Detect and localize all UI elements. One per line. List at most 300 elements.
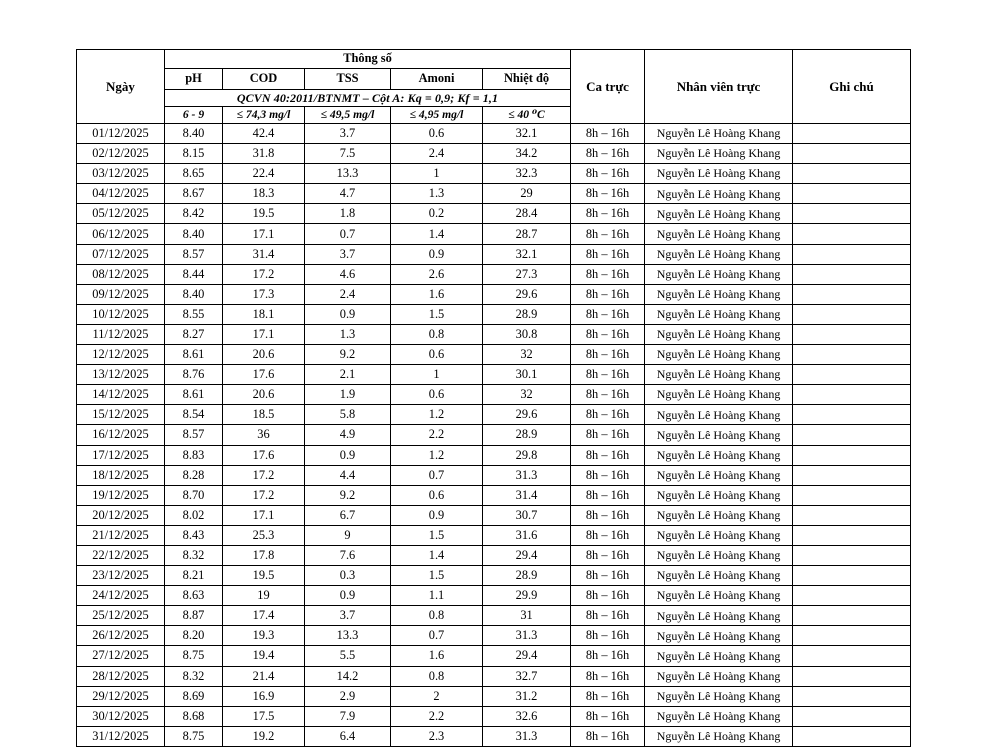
cell-staff: Nguyễn Lê Hoàng Khang bbox=[645, 545, 793, 565]
table-row bbox=[77, 124, 911, 144]
cell-temperature: 30.8 bbox=[483, 324, 571, 344]
cell-ph: 8.28 bbox=[165, 465, 223, 485]
cell-cod: 18.3 bbox=[223, 184, 305, 204]
cell-temperature: 34.2 bbox=[483, 144, 571, 164]
cell-shift: 8h – 16h bbox=[571, 224, 645, 244]
cell-staff: Nguyễn Lê Hoàng Khang bbox=[645, 124, 793, 144]
cell-note bbox=[793, 124, 911, 144]
column-header-shift: Ca trực bbox=[571, 50, 645, 124]
cell-date: 19/12/2025 bbox=[77, 485, 165, 505]
cell-ph: 8.32 bbox=[165, 545, 223, 565]
cell-staff: Nguyễn Lê Hoàng Khang bbox=[645, 646, 793, 666]
cell-shift: 8h – 16h bbox=[571, 646, 645, 666]
cell-ph: 8.27 bbox=[165, 324, 223, 344]
cell-tss: 13.3 bbox=[305, 626, 391, 646]
table-row bbox=[77, 626, 911, 646]
cell-cod: 20.6 bbox=[223, 345, 305, 365]
column-header-cod: COD bbox=[223, 69, 305, 90]
column-header-tss: TSS bbox=[305, 69, 391, 90]
cell-staff: Nguyễn Lê Hoàng Khang bbox=[645, 686, 793, 706]
cell-temperature: 30.7 bbox=[483, 505, 571, 525]
cell-date: 01/12/2025 bbox=[77, 124, 165, 144]
cell-cod: 16.9 bbox=[223, 686, 305, 706]
cell-staff: Nguyễn Lê Hoàng Khang bbox=[645, 445, 793, 465]
cell-date: 08/12/2025 bbox=[77, 264, 165, 284]
cell-temperature: 32 bbox=[483, 385, 571, 405]
cell-note bbox=[793, 264, 911, 284]
cell-shift: 8h – 16h bbox=[571, 726, 645, 746]
cell-amoni: 2 bbox=[391, 686, 483, 706]
column-header-amoni: Amoni bbox=[391, 69, 483, 90]
cell-amoni: 1.6 bbox=[391, 284, 483, 304]
cell-note bbox=[793, 646, 911, 666]
cell-shift: 8h – 16h bbox=[571, 184, 645, 204]
table-row bbox=[77, 485, 911, 505]
cell-shift: 8h – 16h bbox=[571, 525, 645, 545]
cell-date: 05/12/2025 bbox=[77, 204, 165, 224]
cell-shift: 8h – 16h bbox=[571, 626, 645, 646]
cell-tss: 7.9 bbox=[305, 706, 391, 726]
table-row bbox=[77, 606, 911, 626]
cell-note bbox=[793, 244, 911, 264]
table-row bbox=[77, 706, 911, 726]
cell-staff: Nguyễn Lê Hoàng Khang bbox=[645, 566, 793, 586]
cell-tss: 4.9 bbox=[305, 425, 391, 445]
cell-amoni: 1.5 bbox=[391, 566, 483, 586]
limit-cod: ≤ 74,3 mg/l bbox=[223, 107, 305, 124]
cell-cod: 17.2 bbox=[223, 485, 305, 505]
cell-date: 04/12/2025 bbox=[77, 184, 165, 204]
cell-date: 21/12/2025 bbox=[77, 525, 165, 545]
cell-amoni: 1.4 bbox=[391, 545, 483, 565]
cell-note bbox=[793, 545, 911, 565]
cell-date: 13/12/2025 bbox=[77, 365, 165, 385]
cell-date: 16/12/2025 bbox=[77, 425, 165, 445]
table-row bbox=[77, 345, 911, 365]
column-header-staff: Nhân viên trực bbox=[645, 50, 793, 124]
cell-staff: Nguyễn Lê Hoàng Khang bbox=[645, 365, 793, 385]
cell-note bbox=[793, 144, 911, 164]
cell-shift: 8h – 16h bbox=[571, 505, 645, 525]
cell-tss: 7.6 bbox=[305, 545, 391, 565]
table-row bbox=[77, 324, 911, 344]
cell-amoni: 1 bbox=[391, 164, 483, 184]
cell-ph: 8.87 bbox=[165, 606, 223, 626]
table-row bbox=[77, 405, 911, 425]
cell-shift: 8h – 16h bbox=[571, 666, 645, 686]
cell-cod: 17.2 bbox=[223, 465, 305, 485]
cell-tss: 9.2 bbox=[305, 485, 391, 505]
cell-date: 07/12/2025 bbox=[77, 244, 165, 264]
cell-staff: Nguyễn Lê Hoàng Khang bbox=[645, 405, 793, 425]
cell-shift: 8h – 16h bbox=[571, 606, 645, 626]
cell-amoni: 1.5 bbox=[391, 525, 483, 545]
cell-shift: 8h – 16h bbox=[571, 405, 645, 425]
cell-cod: 17.6 bbox=[223, 365, 305, 385]
cell-ph: 8.21 bbox=[165, 566, 223, 586]
cell-cod: 20.6 bbox=[223, 385, 305, 405]
cell-amoni: 1.4 bbox=[391, 224, 483, 244]
cell-note bbox=[793, 485, 911, 505]
cell-shift: 8h – 16h bbox=[571, 164, 645, 184]
table-row bbox=[77, 686, 911, 706]
cell-staff: Nguyễn Lê Hoàng Khang bbox=[645, 505, 793, 525]
table-row bbox=[77, 264, 911, 284]
cell-amoni: 1.2 bbox=[391, 405, 483, 425]
cell-amoni: 1 bbox=[391, 365, 483, 385]
cell-temperature: 32.7 bbox=[483, 666, 571, 686]
cell-temperature: 28.7 bbox=[483, 224, 571, 244]
cell-shift: 8h – 16h bbox=[571, 545, 645, 565]
cell-date: 09/12/2025 bbox=[77, 284, 165, 304]
cell-ph: 8.40 bbox=[165, 284, 223, 304]
cell-cod: 17.6 bbox=[223, 445, 305, 465]
table-row bbox=[77, 586, 911, 606]
cell-cod: 31.4 bbox=[223, 244, 305, 264]
limit-amoni: ≤ 4,95 mg/l bbox=[391, 107, 483, 124]
cell-temperature: 27.3 bbox=[483, 264, 571, 284]
cell-cod: 19.5 bbox=[223, 566, 305, 586]
cell-date: 02/12/2025 bbox=[77, 144, 165, 164]
cell-cod: 42.4 bbox=[223, 124, 305, 144]
cell-cod: 19.3 bbox=[223, 626, 305, 646]
cell-shift: 8h – 16h bbox=[571, 244, 645, 264]
cell-ph: 8.69 bbox=[165, 686, 223, 706]
cell-tss: 4.7 bbox=[305, 184, 391, 204]
cell-ph: 8.40 bbox=[165, 124, 223, 144]
cell-staff: Nguyễn Lê Hoàng Khang bbox=[645, 465, 793, 485]
cell-shift: 8h – 16h bbox=[571, 425, 645, 445]
cell-amoni: 1.3 bbox=[391, 184, 483, 204]
cell-cod: 17.1 bbox=[223, 505, 305, 525]
table-row bbox=[77, 164, 911, 184]
cell-note bbox=[793, 324, 911, 344]
table-row bbox=[77, 445, 911, 465]
cell-ph: 8.55 bbox=[165, 304, 223, 324]
cell-ph: 8.61 bbox=[165, 385, 223, 405]
cell-tss: 0.7 bbox=[305, 224, 391, 244]
cell-note bbox=[793, 184, 911, 204]
table-row bbox=[77, 525, 911, 545]
cell-note bbox=[793, 164, 911, 184]
cell-note bbox=[793, 686, 911, 706]
cell-cod: 19.4 bbox=[223, 646, 305, 666]
cell-temperature: 29.9 bbox=[483, 586, 571, 606]
cell-tss: 13.3 bbox=[305, 164, 391, 184]
cell-date: 23/12/2025 bbox=[77, 566, 165, 586]
cell-staff: Nguyễn Lê Hoàng Khang bbox=[645, 626, 793, 646]
cell-cod: 17.3 bbox=[223, 284, 305, 304]
cell-temperature: 32.3 bbox=[483, 164, 571, 184]
cell-tss: 1.9 bbox=[305, 385, 391, 405]
cell-staff: Nguyễn Lê Hoàng Khang bbox=[645, 224, 793, 244]
cell-note bbox=[793, 606, 911, 626]
cell-shift: 8h – 16h bbox=[571, 365, 645, 385]
cell-date: 11/12/2025 bbox=[77, 324, 165, 344]
column-header-ph: pH bbox=[165, 69, 223, 90]
cell-tss: 3.7 bbox=[305, 606, 391, 626]
cell-temperature: 31.3 bbox=[483, 626, 571, 646]
cell-date: 10/12/2025 bbox=[77, 304, 165, 324]
table-row bbox=[77, 144, 911, 164]
cell-staff: Nguyễn Lê Hoàng Khang bbox=[645, 525, 793, 545]
cell-shift: 8h – 16h bbox=[571, 706, 645, 726]
cell-date: 25/12/2025 bbox=[77, 606, 165, 626]
cell-amoni: 2.2 bbox=[391, 706, 483, 726]
standard-reference-label: QCVN 40:2011/BTNMT – Cột A: Kq = 0,9; Kf = 1,1 bbox=[165, 90, 571, 107]
cell-amoni: 1.1 bbox=[391, 586, 483, 606]
cell-date: 31/12/2025 bbox=[77, 726, 165, 746]
cell-staff: Nguyễn Lê Hoàng Khang bbox=[645, 304, 793, 324]
cell-date: 17/12/2025 bbox=[77, 445, 165, 465]
cell-temperature: 32.1 bbox=[483, 244, 571, 264]
cell-cod: 22.4 bbox=[223, 164, 305, 184]
cell-cod: 21.4 bbox=[223, 666, 305, 686]
cell-tss: 6.4 bbox=[305, 726, 391, 746]
cell-amoni: 0.6 bbox=[391, 124, 483, 144]
cell-amoni: 2.6 bbox=[391, 264, 483, 284]
cell-shift: 8h – 16h bbox=[571, 445, 645, 465]
cell-tss: 5.8 bbox=[305, 405, 391, 425]
cell-ph: 8.75 bbox=[165, 646, 223, 666]
cell-note bbox=[793, 365, 911, 385]
cell-staff: Nguyễn Lê Hoàng Khang bbox=[645, 345, 793, 365]
cell-cod: 17.4 bbox=[223, 606, 305, 626]
cell-ph: 8.65 bbox=[165, 164, 223, 184]
cell-cod: 17.1 bbox=[223, 324, 305, 344]
cell-temperature: 31.4 bbox=[483, 485, 571, 505]
table-row bbox=[77, 304, 911, 324]
cell-shift: 8h – 16h bbox=[571, 586, 645, 606]
cell-note bbox=[793, 385, 911, 405]
cell-shift: 8h – 16h bbox=[571, 465, 645, 485]
cell-amoni: 1.6 bbox=[391, 646, 483, 666]
cell-shift: 8h – 16h bbox=[571, 124, 645, 144]
cell-note bbox=[793, 204, 911, 224]
cell-tss: 4.4 bbox=[305, 465, 391, 485]
cell-temperature: 31.6 bbox=[483, 525, 571, 545]
cell-tss: 1.3 bbox=[305, 324, 391, 344]
cell-staff: Nguyễn Lê Hoàng Khang bbox=[645, 164, 793, 184]
cell-tss: 1.8 bbox=[305, 204, 391, 224]
cell-amoni: 0.9 bbox=[391, 505, 483, 525]
cell-note bbox=[793, 566, 911, 586]
cell-note bbox=[793, 505, 911, 525]
table-row bbox=[77, 646, 911, 666]
cell-cod: 17.1 bbox=[223, 224, 305, 244]
cell-tss: 5.5 bbox=[305, 646, 391, 666]
cell-staff: Nguyễn Lê Hoàng Khang bbox=[645, 264, 793, 284]
cell-note bbox=[793, 666, 911, 686]
cell-note bbox=[793, 626, 911, 646]
cell-ph: 8.42 bbox=[165, 204, 223, 224]
cell-note bbox=[793, 586, 911, 606]
cell-temperature: 28.9 bbox=[483, 566, 571, 586]
cell-amoni: 0.6 bbox=[391, 485, 483, 505]
cell-date: 29/12/2025 bbox=[77, 686, 165, 706]
cell-temperature: 31.3 bbox=[483, 465, 571, 485]
cell-temperature: 29.6 bbox=[483, 405, 571, 425]
cell-date: 14/12/2025 bbox=[77, 385, 165, 405]
cell-cod: 19 bbox=[223, 586, 305, 606]
cell-tss: 4.6 bbox=[305, 264, 391, 284]
table-row bbox=[77, 184, 911, 204]
cell-amoni: 2.2 bbox=[391, 425, 483, 445]
cell-note bbox=[793, 345, 911, 365]
cell-amoni: 2.3 bbox=[391, 726, 483, 746]
cell-date: 22/12/2025 bbox=[77, 545, 165, 565]
cell-temperature: 29.8 bbox=[483, 445, 571, 465]
cell-staff: Nguyễn Lê Hoàng Khang bbox=[645, 204, 793, 224]
cell-tss: 6.7 bbox=[305, 505, 391, 525]
cell-note bbox=[793, 284, 911, 304]
cell-staff: Nguyễn Lê Hoàng Khang bbox=[645, 284, 793, 304]
cell-staff: Nguyễn Lê Hoàng Khang bbox=[645, 244, 793, 264]
cell-ph: 8.57 bbox=[165, 425, 223, 445]
cell-cod: 25.3 bbox=[223, 525, 305, 545]
cell-cod: 19.2 bbox=[223, 726, 305, 746]
limit-ph: 6 - 9 bbox=[165, 107, 223, 124]
cell-staff: Nguyễn Lê Hoàng Khang bbox=[645, 324, 793, 344]
cell-cod: 18.1 bbox=[223, 304, 305, 324]
cell-ph: 8.32 bbox=[165, 666, 223, 686]
cell-ph: 8.40 bbox=[165, 224, 223, 244]
cell-temperature: 28.9 bbox=[483, 304, 571, 324]
table-row bbox=[77, 365, 911, 385]
cell-ph: 8.02 bbox=[165, 505, 223, 525]
cell-temperature: 29.4 bbox=[483, 646, 571, 666]
cell-ph: 8.44 bbox=[165, 264, 223, 284]
cell-shift: 8h – 16h bbox=[571, 264, 645, 284]
cell-temperature: 28.9 bbox=[483, 425, 571, 445]
cell-tss: 9.2 bbox=[305, 345, 391, 365]
cell-temperature: 28.4 bbox=[483, 204, 571, 224]
table-row bbox=[77, 204, 911, 224]
cell-staff: Nguyễn Lê Hoàng Khang bbox=[645, 485, 793, 505]
cell-tss: 0.3 bbox=[305, 566, 391, 586]
cell-staff: Nguyễn Lê Hoàng Khang bbox=[645, 425, 793, 445]
cell-tss: 0.9 bbox=[305, 304, 391, 324]
cell-tss: 2.4 bbox=[305, 284, 391, 304]
cell-ph: 8.70 bbox=[165, 485, 223, 505]
cell-cod: 31.8 bbox=[223, 144, 305, 164]
cell-ph: 8.63 bbox=[165, 586, 223, 606]
table-row bbox=[77, 545, 911, 565]
cell-shift: 8h – 16h bbox=[571, 144, 645, 164]
table-row bbox=[77, 465, 911, 485]
cell-ph: 8.20 bbox=[165, 626, 223, 646]
cell-ph: 8.15 bbox=[165, 144, 223, 164]
cell-temperature: 31.3 bbox=[483, 726, 571, 746]
cell-date: 20/12/2025 bbox=[77, 505, 165, 525]
cell-note bbox=[793, 425, 911, 445]
cell-date: 03/12/2025 bbox=[77, 164, 165, 184]
cell-staff: Nguyễn Lê Hoàng Khang bbox=[645, 586, 793, 606]
cell-shift: 8h – 16h bbox=[571, 304, 645, 324]
cell-temperature: 31 bbox=[483, 606, 571, 626]
cell-staff: Nguyễn Lê Hoàng Khang bbox=[645, 606, 793, 626]
cell-amoni: 0.7 bbox=[391, 465, 483, 485]
header-row-group bbox=[77, 50, 911, 69]
cell-amoni: 1.2 bbox=[391, 445, 483, 465]
cell-tss: 0.9 bbox=[305, 445, 391, 465]
cell-staff: Nguyễn Lê Hoàng Khang bbox=[645, 706, 793, 726]
cell-cod: 36 bbox=[223, 425, 305, 445]
cell-ph: 8.57 bbox=[165, 244, 223, 264]
cell-tss: 3.7 bbox=[305, 244, 391, 264]
cell-amoni: 0.2 bbox=[391, 204, 483, 224]
table-header bbox=[77, 50, 911, 124]
cell-temperature: 29 bbox=[483, 184, 571, 204]
cell-staff: Nguyễn Lê Hoàng Khang bbox=[645, 385, 793, 405]
limit-temperature: ≤ 40 ⁰C bbox=[483, 107, 571, 124]
cell-date: 26/12/2025 bbox=[77, 626, 165, 646]
cell-date: 28/12/2025 bbox=[77, 666, 165, 686]
column-header-parameters-group: Thông số bbox=[165, 50, 571, 69]
cell-tss: 0.9 bbox=[305, 586, 391, 606]
cell-staff: Nguyễn Lê Hoàng Khang bbox=[645, 184, 793, 204]
cell-tss: 9 bbox=[305, 525, 391, 545]
cell-date: 06/12/2025 bbox=[77, 224, 165, 244]
cell-staff: Nguyễn Lê Hoàng Khang bbox=[645, 726, 793, 746]
cell-cod: 17.5 bbox=[223, 706, 305, 726]
cell-amoni: 0.7 bbox=[391, 626, 483, 646]
cell-ph: 8.61 bbox=[165, 345, 223, 365]
cell-shift: 8h – 16h bbox=[571, 385, 645, 405]
cell-note bbox=[793, 525, 911, 545]
cell-amoni: 0.8 bbox=[391, 606, 483, 626]
cell-cod: 18.5 bbox=[223, 405, 305, 425]
table-row bbox=[77, 505, 911, 525]
cell-ph: 8.67 bbox=[165, 184, 223, 204]
cell-cod: 17.2 bbox=[223, 264, 305, 284]
cell-cod: 17.8 bbox=[223, 545, 305, 565]
cell-temperature: 32 bbox=[483, 345, 571, 365]
cell-date: 18/12/2025 bbox=[77, 465, 165, 485]
cell-ph: 8.83 bbox=[165, 445, 223, 465]
cell-temperature: 30.1 bbox=[483, 365, 571, 385]
cell-temperature: 29.4 bbox=[483, 545, 571, 565]
cell-note bbox=[793, 224, 911, 244]
table-row bbox=[77, 666, 911, 686]
cell-amoni: 0.9 bbox=[391, 244, 483, 264]
cell-amoni: 0.8 bbox=[391, 324, 483, 344]
table-row bbox=[77, 425, 911, 445]
cell-tss: 3.7 bbox=[305, 124, 391, 144]
table-body bbox=[77, 124, 911, 747]
cell-tss: 2.9 bbox=[305, 686, 391, 706]
cell-tss: 14.2 bbox=[305, 666, 391, 686]
cell-date: 30/12/2025 bbox=[77, 706, 165, 726]
cell-shift: 8h – 16h bbox=[571, 686, 645, 706]
column-header-note: Ghi chú bbox=[793, 50, 911, 124]
table-row bbox=[77, 385, 911, 405]
cell-staff: Nguyễn Lê Hoàng Khang bbox=[645, 144, 793, 164]
column-header-date: Ngày bbox=[77, 50, 165, 124]
table-row bbox=[77, 224, 911, 244]
table-row bbox=[77, 244, 911, 264]
water-quality-monitoring-table bbox=[76, 49, 911, 747]
cell-note bbox=[793, 706, 911, 726]
cell-note bbox=[793, 405, 911, 425]
cell-amoni: 1.5 bbox=[391, 304, 483, 324]
cell-shift: 8h – 16h bbox=[571, 324, 645, 344]
cell-shift: 8h – 16h bbox=[571, 204, 645, 224]
cell-ph: 8.54 bbox=[165, 405, 223, 425]
cell-shift: 8h – 16h bbox=[571, 284, 645, 304]
cell-ph: 8.43 bbox=[165, 525, 223, 545]
cell-ph: 8.68 bbox=[165, 706, 223, 726]
